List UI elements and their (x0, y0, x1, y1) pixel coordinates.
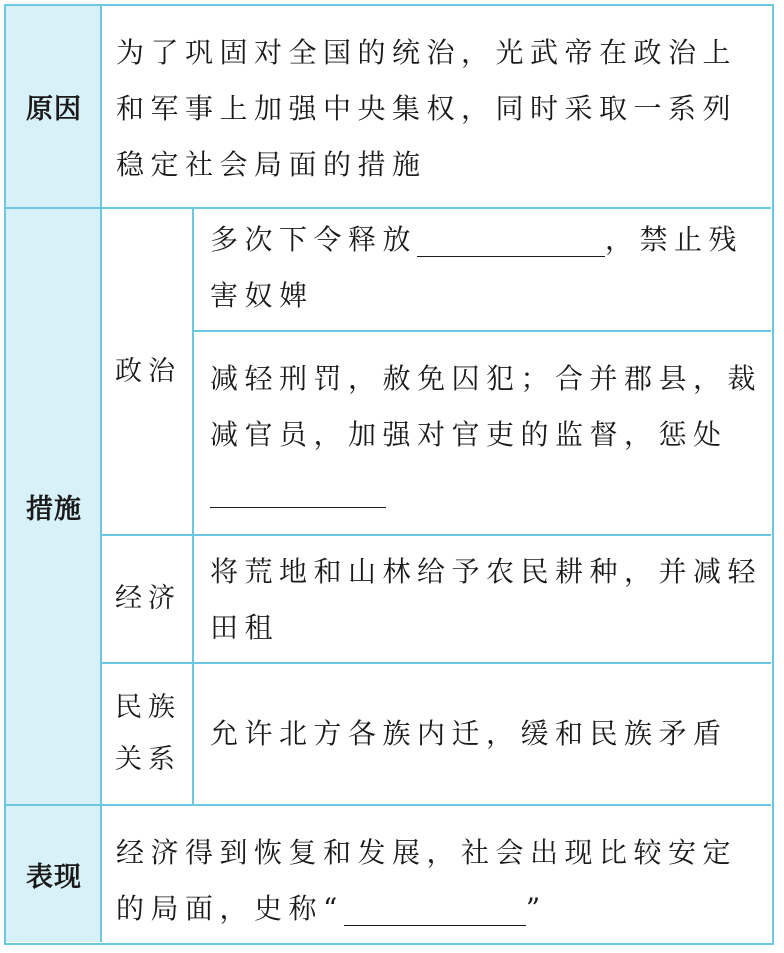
politics-item-1-before: 多次下令释放 (210, 223, 418, 256)
politics-label: 政治 (115, 355, 181, 387)
row-header-reason (6, 6, 102, 207)
row-header-reason-label: 原因 (26, 94, 82, 125)
ethnic-label-line-2: 关系 (115, 744, 181, 775)
row-header-result (6, 806, 102, 942)
row-header-result-label: 表现 (26, 861, 82, 893)
result-text-after: ” (525, 892, 547, 925)
row-header-measures-label: 措施 (26, 494, 82, 525)
politics-item-1-after: ，禁止残害奴婢 (210, 223, 744, 312)
row-divider-economy (100, 662, 771, 664)
row-divider-politics-inner (192, 330, 771, 332)
reason-text-content: 为了巩固对全国的统治，光武帝在政治上和军事上加强中央集权，同时采取一系列稳定社会局面的措施 (116, 36, 738, 181)
economy-label: 经济 (115, 583, 181, 614)
politics-item-2-before: 减轻刑罚，赦免囚犯；合并郡县，裁减官员，加强对官吏的监督，惩处 (210, 362, 763, 451)
summary-table (4, 4, 774, 945)
economy-label-cell (102, 536, 194, 662)
row-divider-measures (6, 804, 771, 806)
politics-item-2 (210, 351, 766, 519)
ethnic-label-line-1: 民族 (115, 692, 181, 723)
fill-in-blank-3[interactable] (344, 895, 526, 926)
row-divider-politics (100, 534, 771, 536)
fill-in-blank-2[interactable] (210, 477, 386, 508)
reason-text (116, 25, 768, 193)
ethnic-text-content: 允许北方各族内迁，缓和民族矛盾 (210, 717, 728, 750)
result-text-before: 经济得到恢复和发展，社会出现比较安定的局面，史称“ (116, 836, 738, 925)
economy-text-content: 将荒地和山林给予农民耕种，并减轻田租 (210, 555, 763, 644)
politics-label-cell (102, 209, 194, 534)
economy-text (210, 544, 766, 656)
ethnic-label-cell (102, 664, 194, 804)
row-header-measures (6, 209, 102, 804)
politics-item-1 (210, 212, 766, 324)
result-text (116, 825, 768, 937)
fill-in-blank-1[interactable] (417, 226, 605, 257)
ethnic-text (210, 706, 766, 762)
